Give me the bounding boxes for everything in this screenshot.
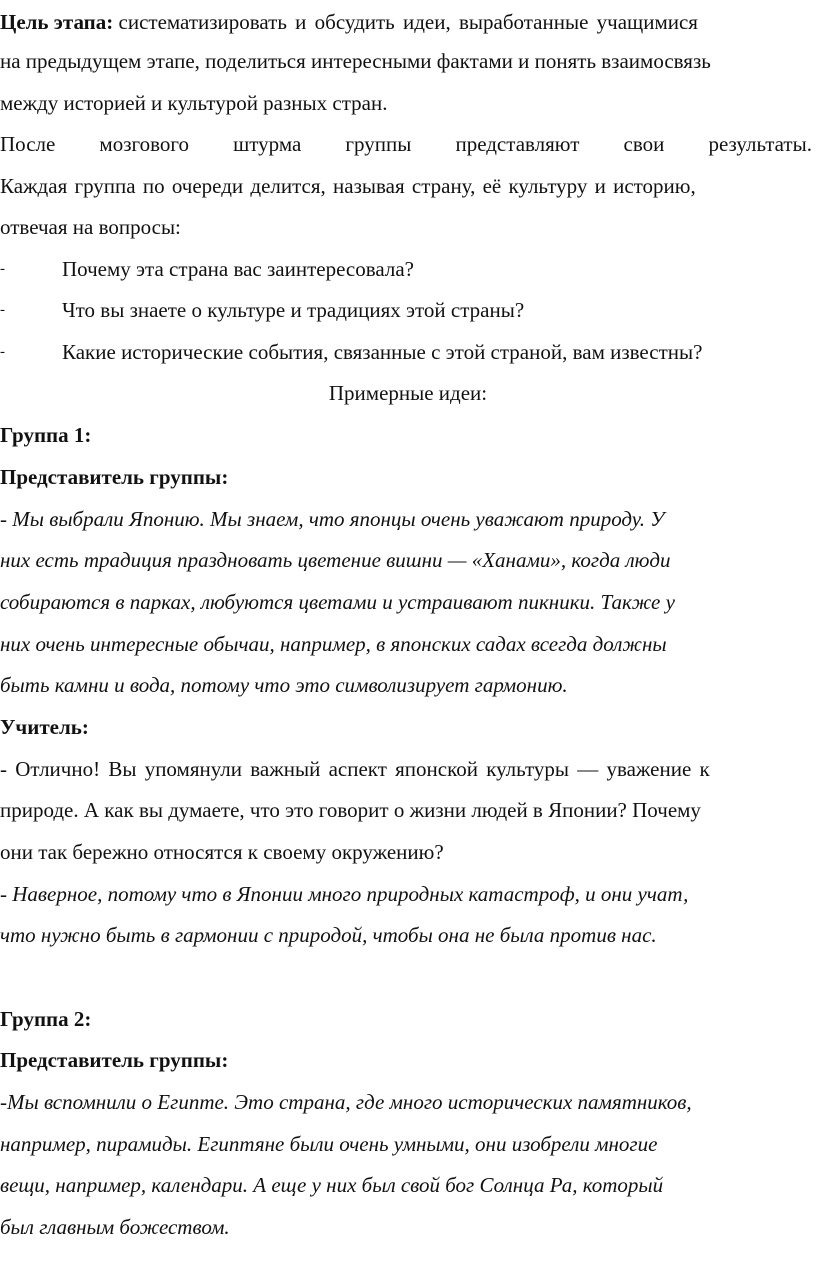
question-text: Что вы знаете о культуре и традициях этой страны? bbox=[62, 298, 525, 322]
sample-ideas-heading: Примерные идеи: bbox=[328, 381, 488, 405]
group-2-title: Группа 2: bbox=[0, 1007, 92, 1031]
intro-line-1 bbox=[0, 132, 812, 156]
stage-goal-label: Цель этапа: bbox=[0, 10, 114, 34]
intro-word: свои bbox=[623, 132, 665, 156]
group-2-rep-line: -Мы вспомнили о Египте. Это страна, где много исторических памятников, bbox=[0, 1090, 692, 1114]
group-1-rep-line: - Мы выбрали Японию. Мы знаем, что японцы очень уважают природу. У bbox=[0, 507, 665, 531]
dash-bullet: - bbox=[0, 344, 5, 360]
intro-line-3: отвечая на вопросы: bbox=[0, 215, 181, 239]
group-1-rep-line: быть камни и вода, потому что это символизирует гармонию. bbox=[0, 673, 568, 697]
group-2-rep-line: был главным божеством. bbox=[0, 1215, 230, 1239]
intro-line-2: Каждая группа по очереди делится, называя страну, её культуру и историю, bbox=[0, 174, 696, 198]
intro-word: мозгового bbox=[99, 132, 189, 156]
group-1-rep-line: них очень интересные обычаи, например, в японских садах всегда должны bbox=[0, 632, 667, 656]
teacher-line: - Отлично! Вы упомянули важный аспект японской культуры — уважение к bbox=[0, 757, 710, 781]
intro-word: результаты. bbox=[708, 132, 812, 156]
teacher-line: они так бережно относятся к своему окружению? bbox=[0, 840, 444, 864]
student-answer-line: - Наверное, потому что в Японии много природных катастроф, и они учат, bbox=[0, 882, 689, 906]
group-1-rep-line: них есть традиция праздновать цветение вишни — «Ханами», когда люди bbox=[0, 548, 671, 572]
intro-word: После bbox=[0, 132, 56, 156]
group-1-rep-label: Представитель группы: bbox=[0, 465, 229, 489]
stage-goal-line-3: между историей и культурой разных стран. bbox=[0, 91, 388, 115]
dash-bullet: - bbox=[0, 302, 5, 318]
stage-goal-text-1: систематизировать и обсудить идеи, выработанные учащимися bbox=[118, 10, 698, 34]
group-2-rep-label: Представитель группы: bbox=[0, 1048, 229, 1072]
group-1-rep-line: собираются в парках, любуются цветами и устраивают пикники. Также у bbox=[0, 590, 675, 614]
dash-bullet: - bbox=[0, 261, 5, 277]
group-1-title: Группа 1: bbox=[0, 423, 92, 447]
teacher-line: природе. А как вы думаете, что это говорит о жизни людей в Японии? Почему bbox=[0, 798, 701, 822]
stage-goal-line-2: на предыдущем этапе, поделиться интересными фактами и понять взаимосвязь bbox=[0, 49, 711, 73]
question-text: Какие исторические события, связанные с этой страной, вам известны? bbox=[62, 340, 703, 364]
stage-goal-line-1 bbox=[0, 10, 816, 34]
intro-word: группы bbox=[345, 132, 412, 156]
question-text: Почему эта страна вас заинтересовала? bbox=[62, 257, 414, 281]
group-2-rep-line: вещи, например, календари. А еще у них был свой бог Солнца Ра, который bbox=[0, 1173, 664, 1197]
teacher-label: Учитель: bbox=[0, 715, 89, 739]
group-2-rep-line: например, пирамиды. Египтяне были очень умными, они изобрели многие bbox=[0, 1132, 658, 1156]
student-answer-line: что нужно быть в гармонии с природой, чтобы она не была против нас. bbox=[0, 923, 657, 947]
intro-word: штурма bbox=[233, 132, 302, 156]
intro-word: представляют bbox=[455, 132, 580, 156]
